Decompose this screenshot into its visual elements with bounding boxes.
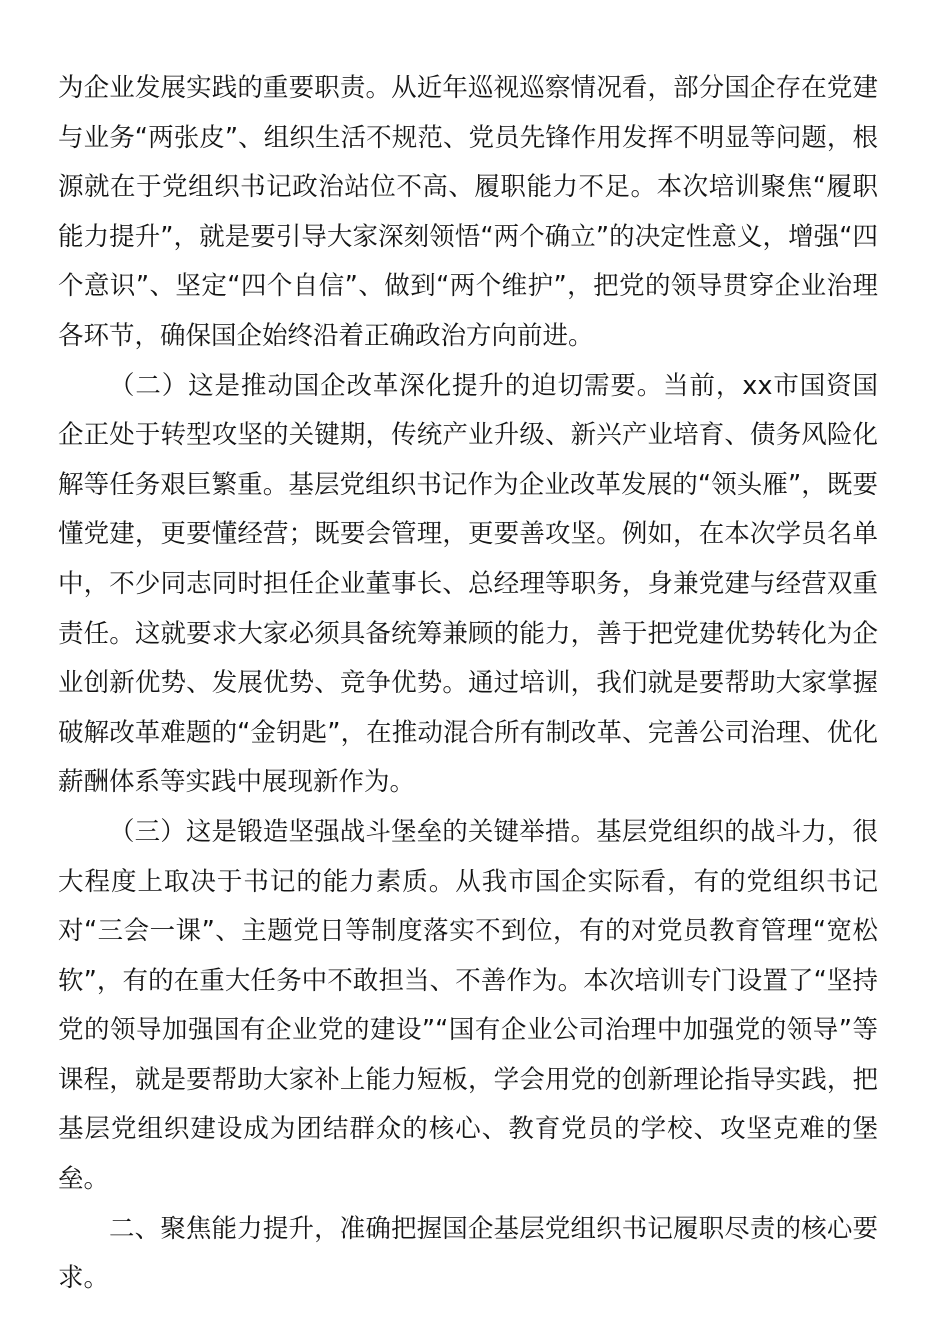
paragraph-section-three: （三）这是锻造坚强战斗堡垒的关键举措。基层党组织的战斗力，很大程度上取决于书记的能力素质。从我市国企实际看，有的党组织书记对“三会一课”、主题党日等制度落实不到位，有的对党员教育管理“宽松软”，有的在重大任务中不敢担当、不善作为。本次培训专门设置了“坚持党的领导加强国有企业党的建设”“国有企业公司治理中加强党的领导”等课程，就是要帮助大家补上能力短板，学会用党的创新理论指导实践，把基层党组织建设成为团结群众的核心、教育党员的学校、攻坚克难的堡垒。 <box>58 816 878 1195</box>
paragraph-section-two: （二）这是推动国企改革深化提升的迫切需要。当前，xx市国资国企正处于转型攻坚的关键期，传统产业升级、新兴产业培育、债务风险化解等任务艰巨繁重。基层党组织书记作为企业改革发展的“领头雁”，既要懂党建，更要懂经营；既要会管理，更要善攻坚。例如，在本次学员名单中，不少同志同时担任企业董事长、总经理等职务，身兼党建与经营双重责任。这就要求大家必须具备统筹兼顾的能力，善于把党建优势转化为企业创新优势、发展优势、竞争优势。通过培训，我们就是要帮助大家掌握破解改革难题的“金钥匙”，在推动混合所有制改革、完善公司治理、优化薪酬体系等实践中展现新作为。 <box>58 370 878 798</box>
heading-part-two: 二、聚焦能力提升，准确把握国企基层党组织书记履职尽责的核心要求。 <box>58 1213 878 1294</box>
paragraph-continued-intro: 为企业发展实践的重要职责。从近年巡视巡察情况看，部分国企存在党建与业务“两张皮”、组织生活不规范、党员先锋作用发挥不明显等问题，根源就在于党组织书记政治站位不高、履职能力不足。本次培训聚焦“履职能力提升”，就是要引导大家深刻领悟“两个确立”的决定性意义，增强“四个意识”、坚定“四个自信”、做到“两个维护”，把党的领导贯穿企业治理各环节，确保国企始终沿着正确政治方向前进。 <box>58 73 878 351</box>
document-body <box>58 64 878 1304</box>
